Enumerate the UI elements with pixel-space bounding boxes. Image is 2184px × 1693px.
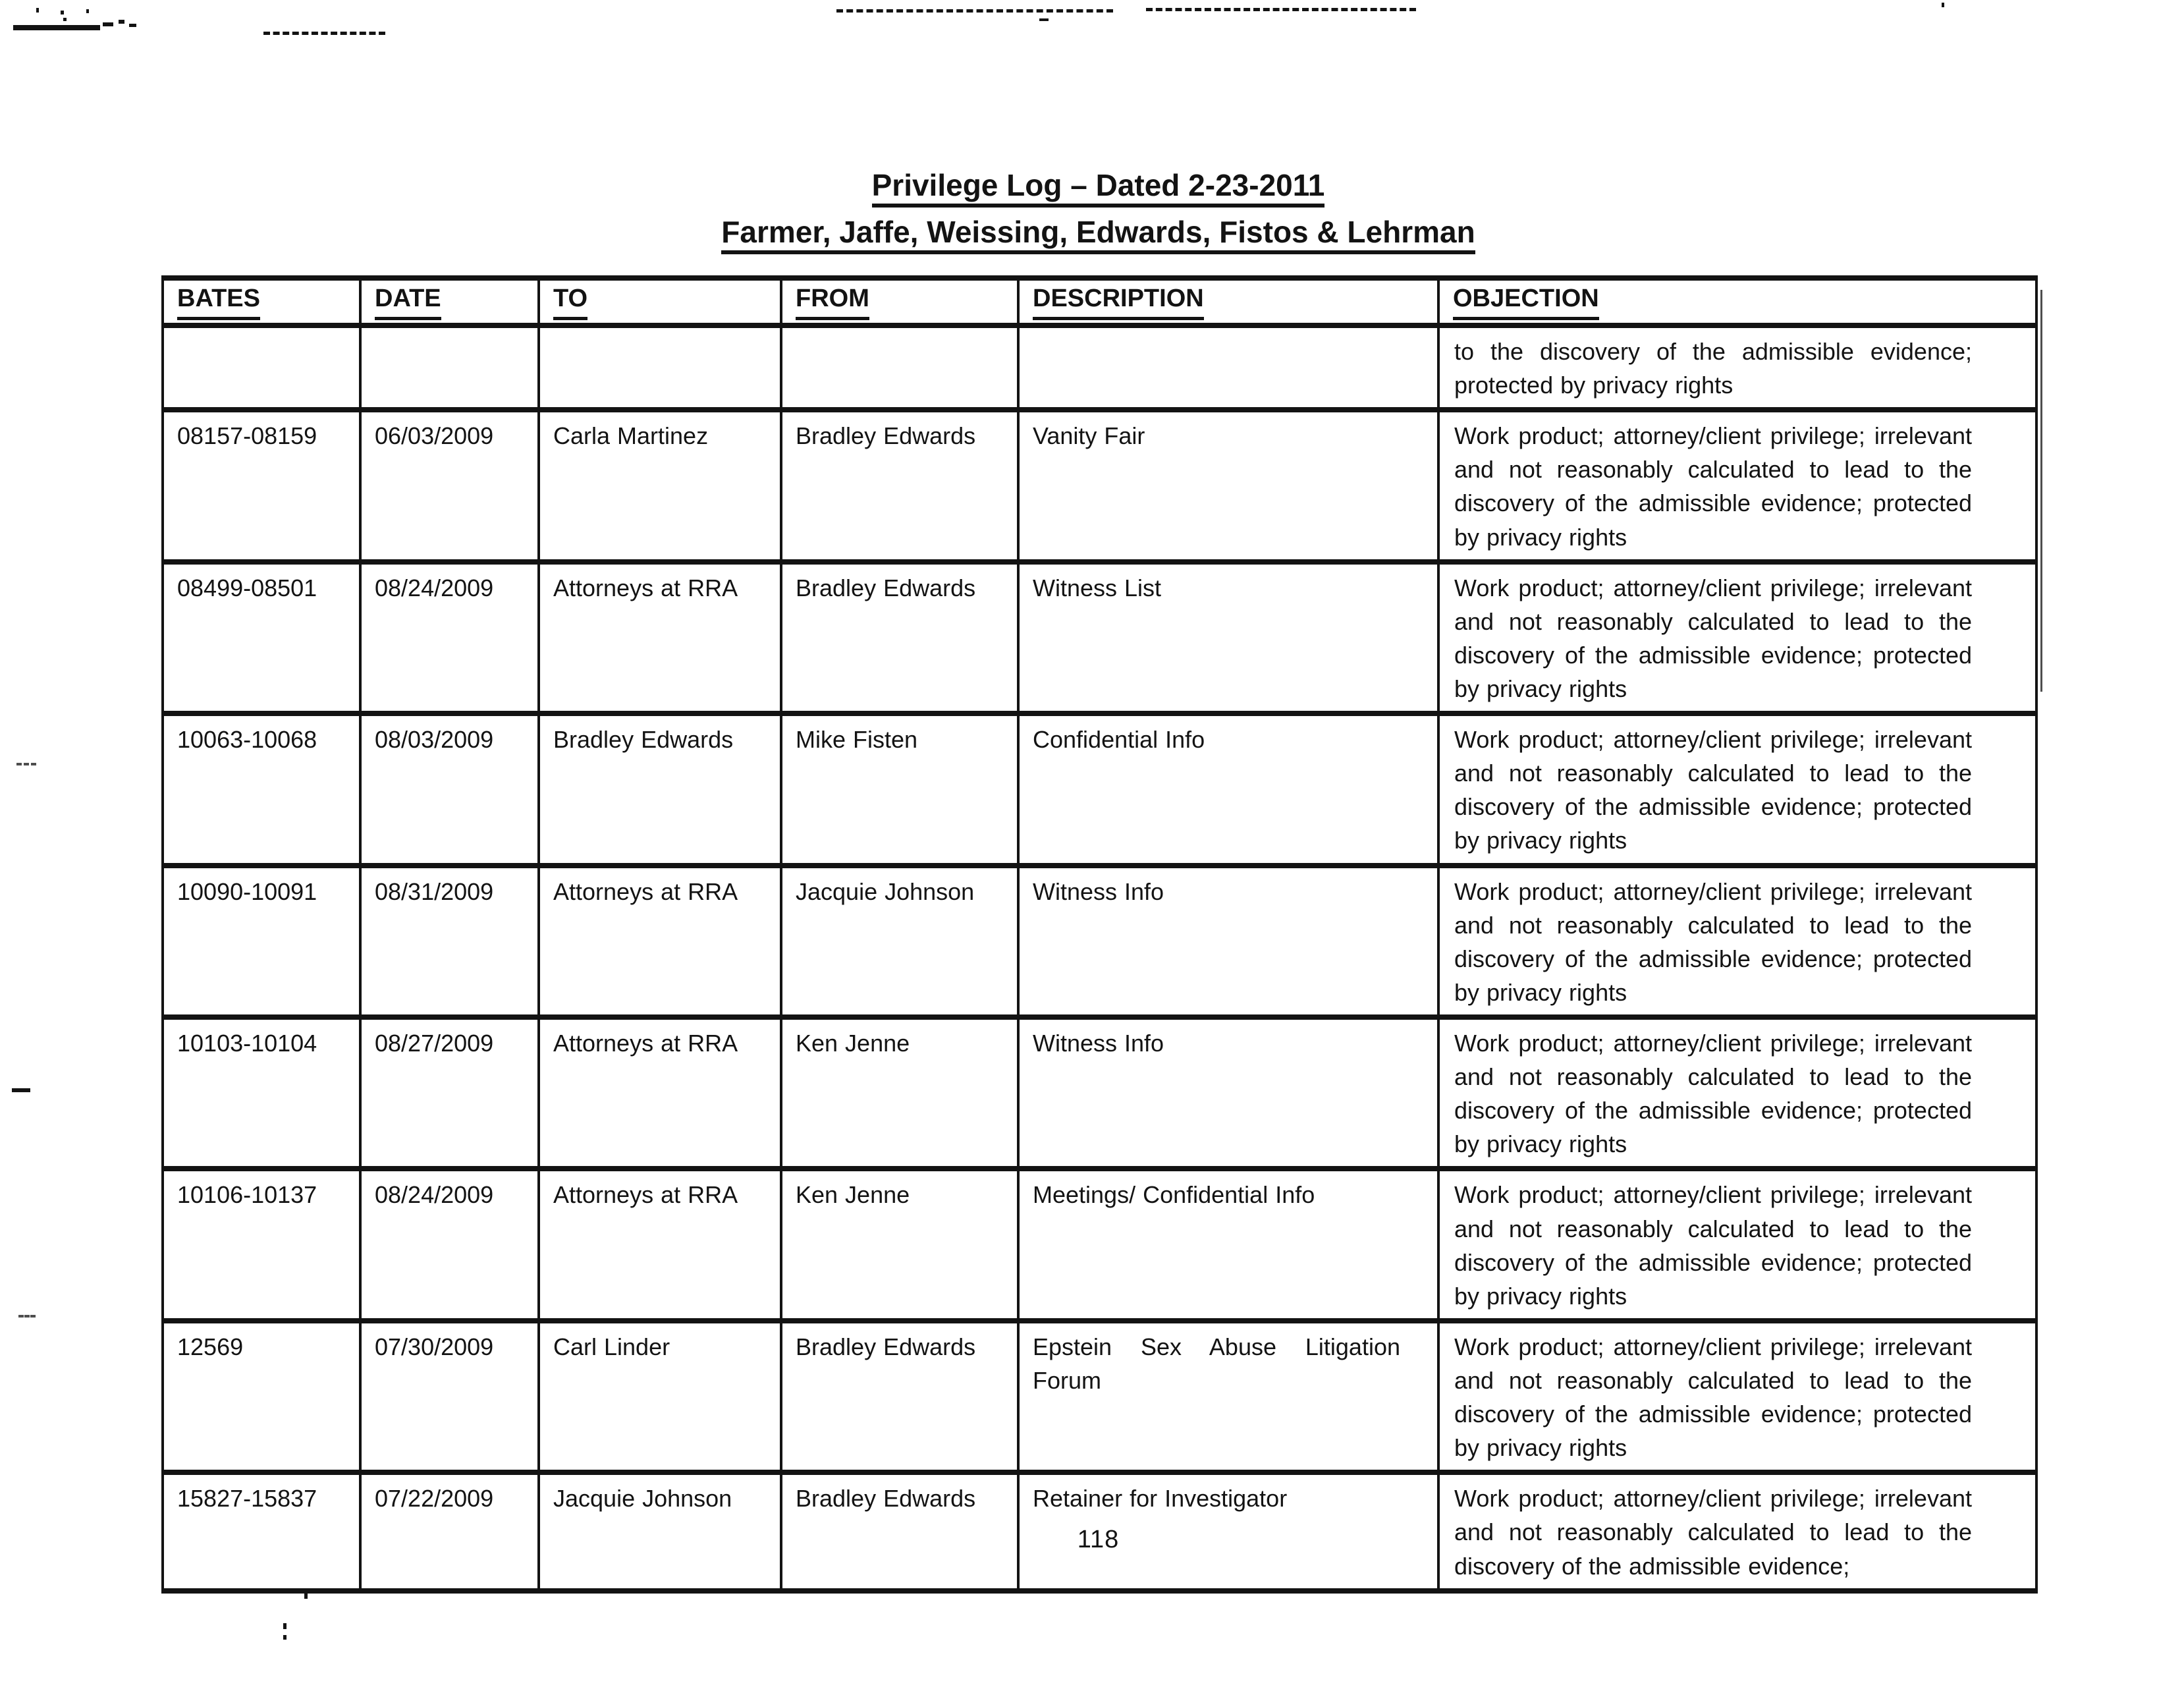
scan-artifact [13, 25, 100, 30]
scan-artifact [63, 18, 67, 21]
table-row [163, 713, 2036, 865]
document-subtitle [161, 217, 2035, 254]
cell-from: Bradley Edwards [781, 562, 1018, 713]
column-header-to: TO [539, 278, 781, 325]
document-header [161, 170, 2035, 264]
cell-date: 08/24/2009 [360, 1169, 539, 1320]
table-row [163, 325, 2036, 410]
column-header-from: FROM [781, 278, 1018, 325]
cell-description: Witness Info [1018, 1017, 1438, 1169]
scan-artifact [283, 1635, 287, 1640]
cell-description [1018, 325, 1438, 410]
column-header-date: DATE [360, 278, 539, 325]
cell-bates: 12569 [163, 1321, 360, 1472]
table-row [163, 1017, 2036, 1169]
cell-to: Jacquie Johnson [539, 1472, 781, 1590]
cell-from: Ken Jenne [781, 1017, 1018, 1169]
cell-from: Mike Fisten [781, 713, 1018, 865]
table-row [163, 410, 2036, 561]
cell-bates: 10106-10137 [163, 1169, 360, 1320]
table-row [163, 866, 2036, 1017]
scan-artifact [129, 24, 136, 27]
scan-artifact [103, 22, 113, 26]
cell-description: Meetings/ Confidential Info [1018, 1169, 1438, 1320]
page-number: 118 [1077, 1526, 1120, 1553]
scan-artifact [16, 763, 36, 765]
cell-bates: 08157-08159 [163, 410, 360, 561]
cell-date: 08/03/2009 [360, 713, 539, 865]
scan-artifact [1146, 8, 1416, 11]
cell-date: 07/22/2009 [360, 1472, 539, 1590]
table-row [163, 562, 2036, 713]
scan-artifact [12, 1088, 30, 1092]
scan-artifact [283, 1623, 287, 1629]
cell-to: Attorneys at RRA [539, 866, 781, 1017]
scan-artifact [36, 8, 39, 13]
cell-objection: to the discovery of the admissible evidence; protected by privacy rights [1438, 325, 2036, 410]
cell-from: Bradley Edwards [781, 1472, 1018, 1590]
cell-description: Retainer for Investigator [1018, 1472, 1438, 1590]
cell-date: 08/24/2009 [360, 562, 539, 713]
cell-bates: 15827-15837 [163, 1472, 360, 1590]
cell-description: Witness Info [1018, 866, 1438, 1017]
table-body [163, 325, 2036, 1591]
cell-objection: Work product; attorney/client privilege; irrelevant and not reasonably calculated to lead to the discovery of the admissible evidence; protected by privacy rights [1438, 1321, 2036, 1472]
cell-to: Attorneys at RRA [539, 1169, 781, 1320]
document-subtitle-text: Farmer, Jaffe, Weissing, Edwards, Fistos & Lehrman [721, 217, 1475, 254]
cell-objection: Work product; attorney/client privilege; irrelevant and not reasonably calculated to lead to the discovery of the admissible evidence; protected by privacy rights [1438, 713, 2036, 865]
scan-artifact [119, 20, 124, 24]
cell-objection: Work product; attorney/client privilege; irrelevant and not reasonably calculated to lead to the discovery of the admissible evidence; [1438, 1472, 2036, 1590]
scan-artifact [263, 32, 385, 35]
scan-artifact [836, 9, 1113, 13]
cell-bates: 10103-10104 [163, 1017, 360, 1169]
column-header-objection: OBJECTION [1438, 278, 2036, 325]
cell-bates: 08499-08501 [163, 562, 360, 713]
cell-to: Attorneys at RRA [539, 1017, 781, 1169]
cell-from [781, 325, 1018, 410]
scan-artifact [86, 9, 89, 13]
cell-date: 06/03/2009 [360, 410, 539, 561]
table-header [163, 278, 2036, 325]
table-row [163, 1169, 2036, 1320]
cell-description: Vanity Fair [1018, 410, 1438, 561]
cell-date: 07/30/2009 [360, 1321, 539, 1472]
cell-date [360, 325, 539, 410]
cell-from: Jacquie Johnson [781, 866, 1018, 1017]
scan-artifact [61, 11, 64, 14]
scan-artifact [304, 1593, 308, 1599]
cell-objection: Work product; attorney/client privilege; irrelevant and not reasonably calculated to lead to the discovery of the admissible evidence; protected by privacy rights [1438, 410, 2036, 561]
scan-artifact [1942, 3, 1944, 7]
scan-artifact [2040, 290, 2042, 692]
column-header-description: DESCRIPTION [1018, 278, 1438, 325]
column-header-bates: BATES [163, 278, 360, 325]
cell-to [539, 325, 781, 410]
cell-bates: 10063-10068 [163, 713, 360, 865]
cell-bates [163, 325, 360, 410]
cell-from: Bradley Edwards [781, 1321, 1018, 1472]
table-row [163, 1321, 2036, 1472]
cell-description: Epstein Sex Abuse Litigation Forum [1018, 1321, 1438, 1472]
scan-artifact [1039, 18, 1049, 21]
cell-to: Carla Martinez [539, 410, 781, 561]
cell-description: Witness List [1018, 562, 1438, 713]
cell-date: 08/27/2009 [360, 1017, 539, 1169]
cell-to: Bradley Edwards [539, 713, 781, 865]
cell-description: Confidential Info [1018, 713, 1438, 865]
scan-artifact [18, 1315, 36, 1318]
cell-to: Attorneys at RRA [539, 562, 781, 713]
cell-from: Ken Jenne [781, 1169, 1018, 1320]
cell-bates: 10090-10091 [163, 866, 360, 1017]
cell-from: Bradley Edwards [781, 410, 1018, 561]
cell-date: 08/31/2009 [360, 866, 539, 1017]
document-title [161, 170, 2035, 208]
document-title-text: Privilege Log – Dated 2-23-2011 [872, 170, 1325, 208]
cell-to: Carl Linder [539, 1321, 781, 1472]
cell-objection: Work product; attorney/client privilege; irrelevant and not reasonably calculated to lead to the discovery of the admissible evidence; protected by privacy rights [1438, 1017, 2036, 1169]
privilege-log-table [161, 275, 2038, 1594]
cell-objection: Work product; attorney/client privilege; irrelevant and not reasonably calculated to lead to the discovery of the admissible evidence; protected by privacy rights [1438, 562, 2036, 713]
header-row [163, 278, 2036, 325]
cell-objection: Work product; attorney/client privilege; irrelevant and not reasonably calculated to lead to the discovery of the admissible evidence; protected by privacy rights [1438, 1169, 2036, 1320]
cell-objection: Work product; attorney/client privilege; irrelevant and not reasonably calculated to lead to the discovery of the admissible evidence; protected by privacy rights [1438, 866, 2036, 1017]
